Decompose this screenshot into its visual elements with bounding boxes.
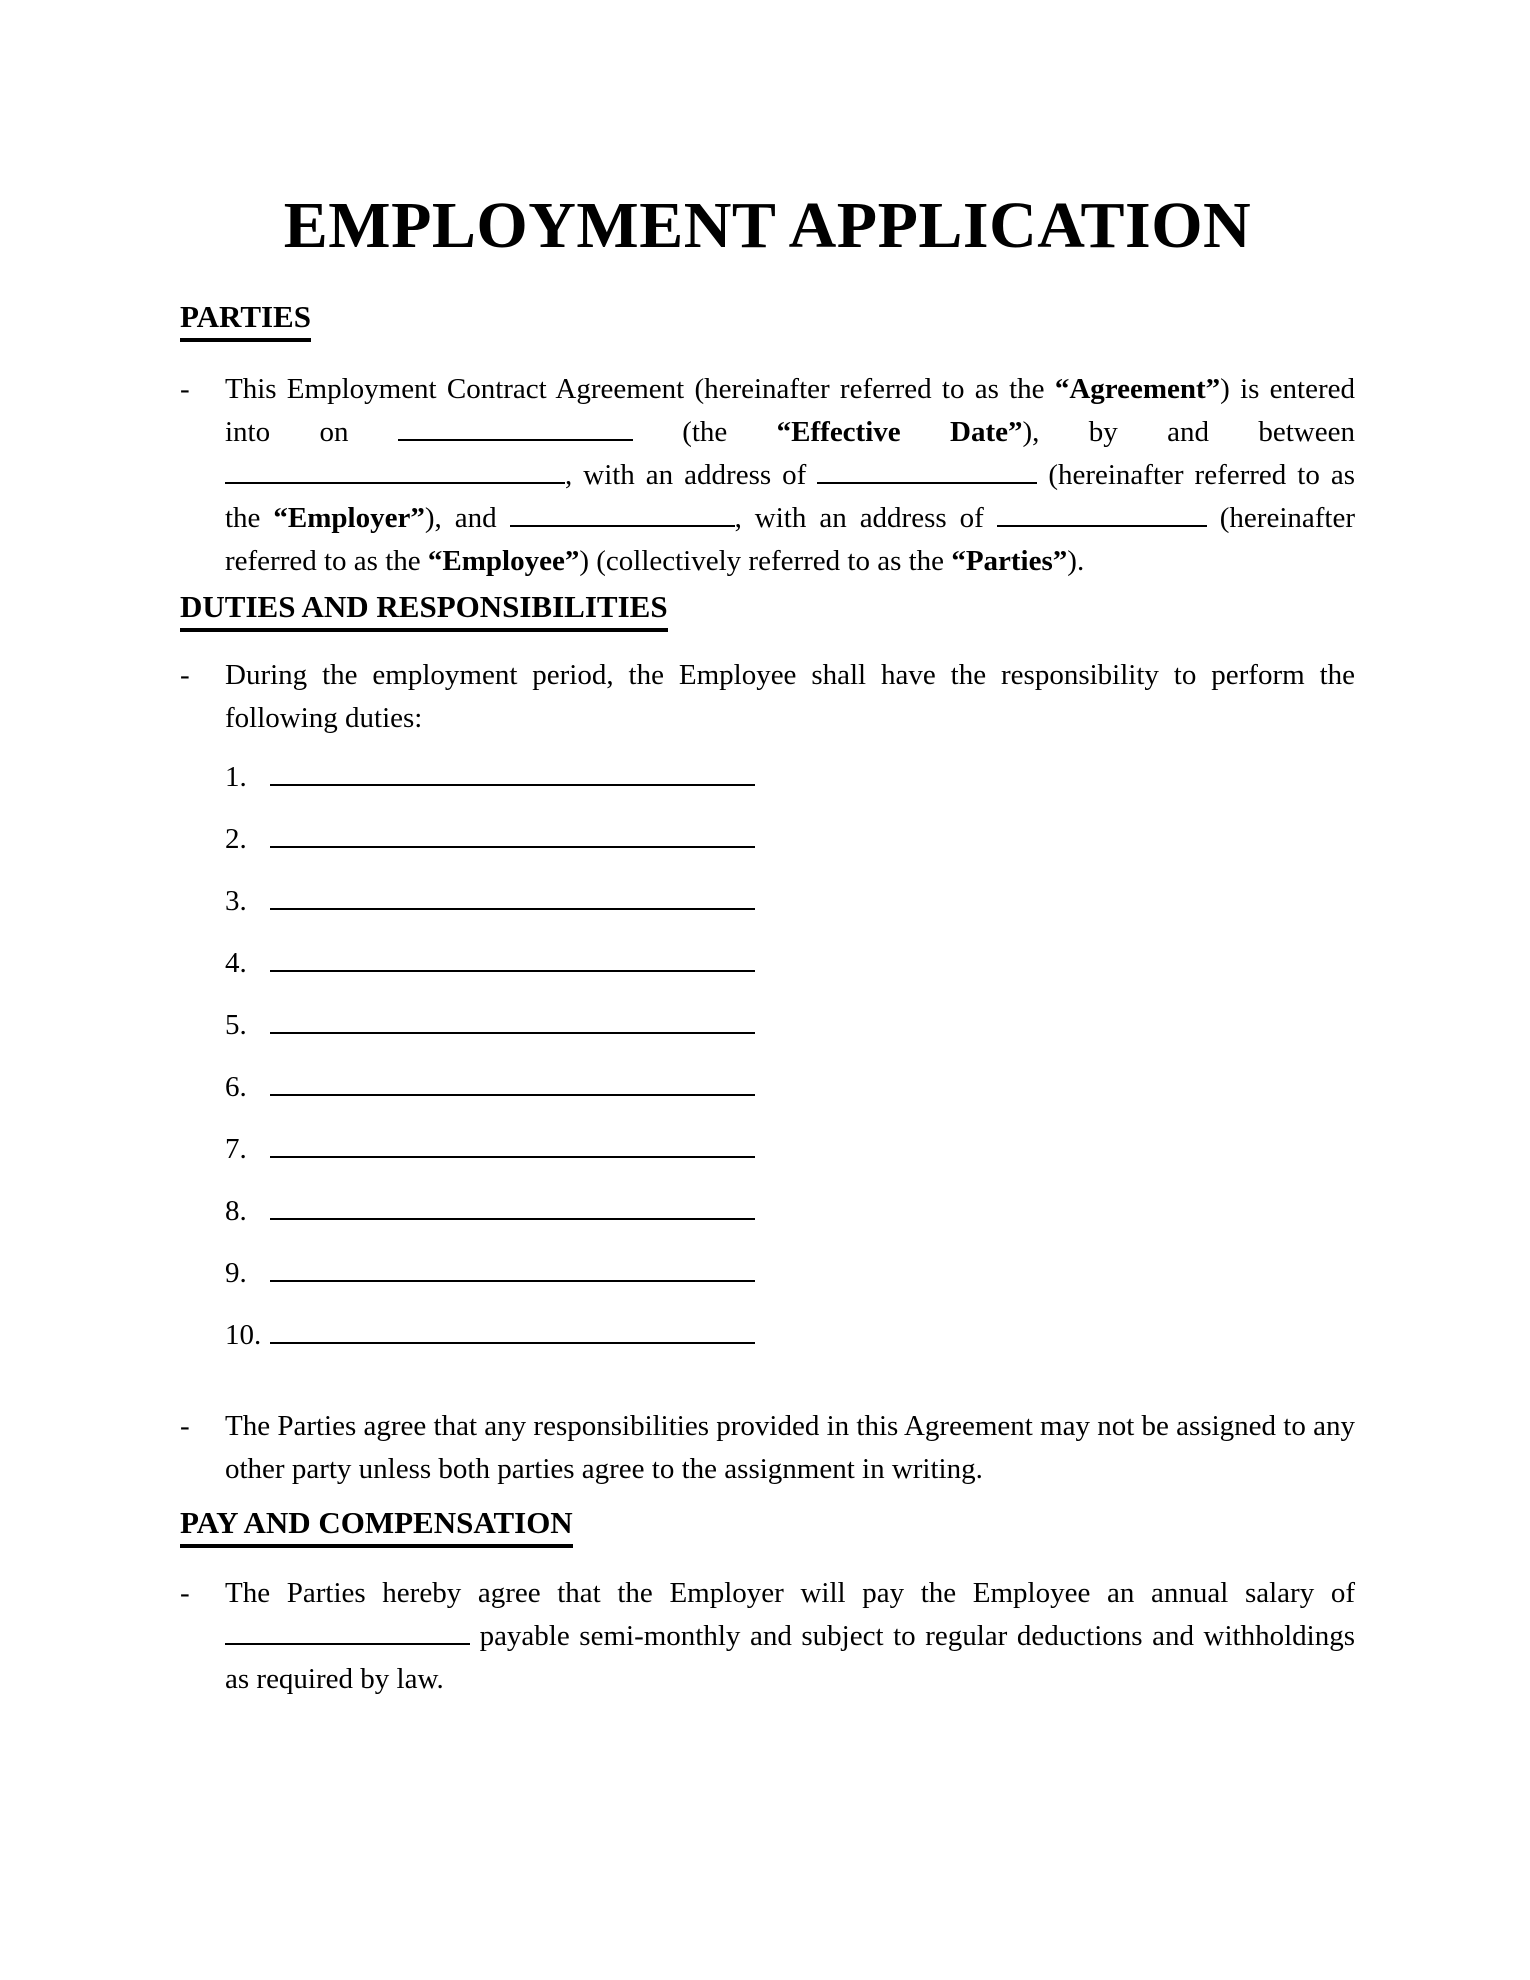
parties-heading — [180, 299, 1355, 342]
assignment-paragraph: The Parties agree that any responsibilities provided in this Agreement may not be assigned to any other party unless both parties agree to the assignment in writing. — [225, 1409, 1355, 1485]
duty-item-number: 7. — [225, 1132, 247, 1165]
duty-item-number: 5. — [225, 1008, 247, 1041]
pay-heading — [180, 1505, 1355, 1548]
duty-item-number: 10. — [225, 1318, 262, 1351]
bold-defined-term: “Effective Date” — [776, 415, 1023, 448]
document-title: EMPLOYMENT APPLICATION — [283, 189, 1252, 262]
parties-paragraph: This Employment Contract Agreement (hereinafter referred to as the “Agreement”) is entered into on (the “Effective Date”), by and between , with an address of (hereinafter referred to as the “Employer”), and , with an address of (hereinafter referred to as the “Employee”) (collectively referred to as the “Parties”). — [225, 372, 1355, 577]
duty-fill-in-blank — [270, 1004, 755, 1034]
fill-in-blank — [398, 411, 633, 441]
bullet-dash: - — [180, 1409, 190, 1442]
duty-list-item — [225, 756, 1355, 799]
duty-list-item — [225, 1004, 1355, 1047]
fill-in-blank — [510, 497, 735, 527]
duty-item-number: 4. — [225, 946, 247, 979]
parties-heading-text: PARTIES — [180, 299, 311, 342]
duty-list-item — [225, 1066, 1355, 1109]
duty-fill-in-blank — [270, 1128, 755, 1158]
duty-fill-in-blank — [270, 942, 755, 972]
parties-bullet-row — [180, 368, 1355, 583]
assignment-bullet-row — [180, 1405, 1355, 1491]
bold-defined-term: “Employee” — [427, 544, 580, 577]
duty-list-item — [225, 1314, 1355, 1357]
duty-fill-in-blank — [270, 756, 755, 786]
duty-fill-in-blank — [270, 818, 755, 848]
fill-in-blank — [225, 454, 565, 484]
duty-fill-in-blank — [270, 1190, 755, 1220]
bullet-dash: - — [180, 372, 190, 405]
duty-fill-in-blank — [270, 1314, 755, 1344]
duty-list-item — [225, 1190, 1355, 1233]
duties-intro-bullet-row — [180, 654, 1355, 740]
bullet-dash: - — [180, 658, 190, 691]
bold-defined-term: “Parties” — [951, 544, 1068, 577]
duty-list-item — [225, 1128, 1355, 1171]
duty-item-number: 8. — [225, 1194, 247, 1227]
duties-heading-text: DUTIES AND RESPONSIBILITIES — [180, 589, 668, 632]
fill-in-blank — [997, 497, 1207, 527]
duty-list-item — [225, 942, 1355, 985]
pay-heading-text: PAY AND COMPENSATION — [180, 1505, 573, 1548]
duty-list-item — [225, 818, 1355, 861]
fill-in-blank — [225, 1615, 470, 1645]
duty-list-item — [225, 1252, 1355, 1295]
pay-bullet-row — [180, 1572, 1355, 1701]
duty-item-number: 2. — [225, 822, 247, 855]
duty-item-number: 3. — [225, 884, 247, 917]
duties-intro-paragraph: During the employment period, the Employee shall have the responsibility to perform the following duties: — [225, 658, 1355, 734]
section-duties — [180, 589, 1355, 1491]
bold-defined-term: “Agreement” — [1054, 372, 1221, 405]
duty-fill-in-blank — [270, 880, 755, 910]
duty-item-number: 6. — [225, 1070, 247, 1103]
duty-list-item — [225, 880, 1355, 923]
fill-in-blank — [817, 454, 1037, 484]
duty-fill-in-blank — [270, 1066, 755, 1096]
duties-heading — [180, 589, 1355, 632]
section-parties — [180, 299, 1355, 583]
duties-list — [225, 756, 1355, 1357]
duty-item-number: 9. — [225, 1256, 247, 1289]
section-pay — [180, 1505, 1355, 1701]
bullet-dash: - — [180, 1576, 190, 1609]
pay-paragraph: The Parties hereby agree that the Employer will pay the Employee an annual salary of payable semi-monthly and subject to regular deductions and withholdings as required by law. — [225, 1576, 1355, 1695]
duty-fill-in-blank — [270, 1252, 755, 1282]
bold-defined-term: “Employer” — [273, 501, 425, 534]
duty-item-number: 1. — [225, 760, 247, 793]
